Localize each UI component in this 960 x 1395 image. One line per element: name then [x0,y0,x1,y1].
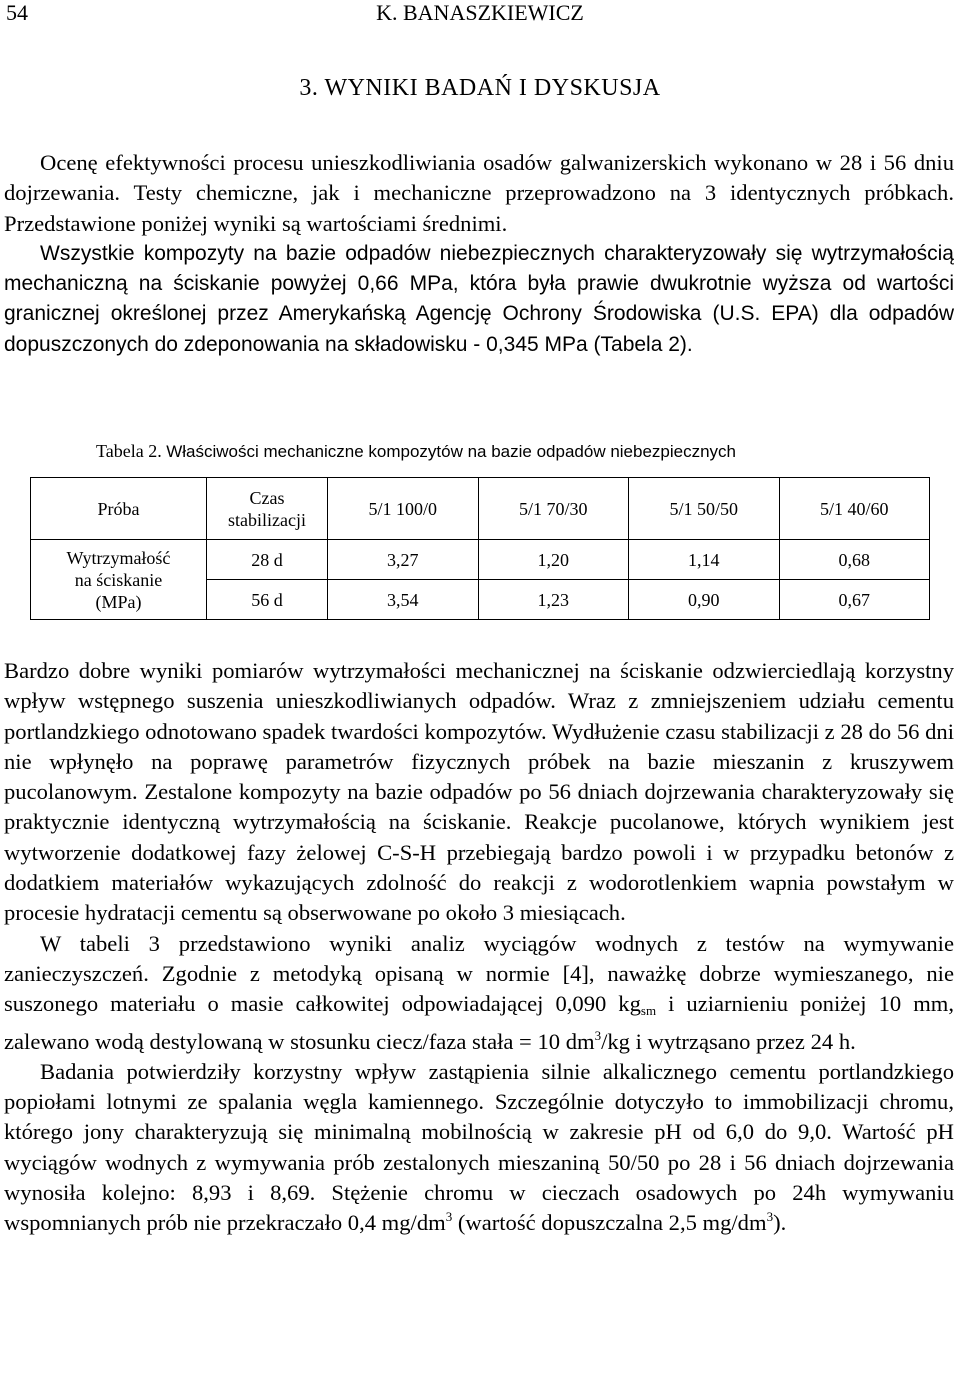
row-label-line3: (MPa) [95,591,142,612]
table-cell: 3,54 [328,580,479,620]
subscript-sm: sm [640,1003,657,1019]
row-time-28d: 28 d [207,540,328,580]
table-caption [96,439,736,464]
paragraph-results-discussion: Bardzo dobre wyniki pomiarów wytrzymałości mechanicznej na ściskanie odzwierciedlają korzystny wpływ wstępnego suszenia unieszkodliwianych odpadów. Wraz z zmniejszeniem udziału cementu portlandzkiego odnotowano spadek twardości kompozytów. Wydłużenie czasu stabilizacji z 28 do 56 dni nie wpłynęło na poprawę parametrów fizycznych próbek na bazie mieszanin z kruszywem pucolanowym. Zestalone kompozyty na bazie odpadów po 56 dniach dojrzewania charakteryzowały się praktycznie identyczną wytrzymałością na ściskanie. Reakcje pucolanowe, których wynikiem jest wytworzenie dodatkowej fazy żelowej C-S-H przebiegają bardzo powoli i w przypadku betonów z dodatkiem materiałów wykazujących zdolność do reakcji z wodorotlenkiem wapnia powstałym w procesie hydratacji cementu są obserwowane po około 3 miesiącach. [4,658,954,926]
table-cell: 0,67 [779,580,930,620]
section-title: 3. WYNIKI BADAŃ I DYSKUSJA [299,75,661,101]
chromium-text-c: ). [773,1210,787,1236]
page-number: 54 [6,0,28,25]
table-row [31,540,930,580]
table-cell: 1,23 [478,580,629,620]
table-cell: 0,90 [629,580,780,620]
header-col-2: 5/1 70/30 [478,478,629,540]
header-col-3: 5/1 50/50 [629,478,780,540]
row-time-56d: 56 d [207,580,328,620]
row-label-line1: Wytrzymałość [66,547,171,568]
paragraph-composites: Wszystkie kompozyty na bazie odpadów niebezpiecznych charakteryzowały się wytrzymałością mechaniczną na ściskanie powyżej 0,66 MPa, która była prawie dwukrotnie wyższa od wartości granicznej określonej przez Amerykańską Agencję Ochrony Środowiska (U.S. EPA) dla odpadów dopuszczonych do zdeponowania na składowisku - 0,345 MPa (Tabela 2). [4,241,954,356]
table-caption-text: Właściwości mechaniczne kompozytów na bazie odpadów niebezpiecznych [166,442,737,461]
chromium-text-a: Badania potwierdziły korzystny wpływ zastąpienia silnie alkalicznego cementu portlandzkiego popiołami lotnymi ze spalania węgla kamiennego. Szczególnie dotyczyło to immobilizacji chromu, którego jony charakteryzują się minimalną mobilnością w zakresie pH od 6,0 do 9,0. Wartość pH wyciągów wodnych z wymywania prób zestalonych mieszaniną 50/50 po 28 i 56 dniach dojrzewania wynosiła kolejno: 8,93 i 8,69. Stężenie chromu w cieczach osadowych po 24h wymywaniu wspomnianych prób nie przekraczało 0,4 mg/dm [4,1058,954,1236]
row-label-strength [31,540,207,620]
mechanical-properties-table [30,477,930,620]
header-col-1: 5/1 100/0 [328,478,479,540]
leaching-text-b: i uziarnieniu poniżej 10 mm, zalewano wodą destylowaną w stosunku ciecz/faza stała = 10 dm [4,991,954,1054]
running-header-author: K. BANASZKIEWICZ [376,0,584,25]
table-cell: 0,68 [779,540,930,580]
paragraph-leaching-method [4,929,954,1057]
header-czas-line1: Czas [249,487,285,508]
header-czas [207,478,328,540]
leaching-text-a: W tabeli 3 przedstawiono wyniki analiz wyciągów wodnych z testów na wymywanie zanieczyszczeń. Zgodnie z metodyką opisaną w normie [4], naważkę dobrze wymieszanego, nie suszonego materiału o masie całkowitej odpowiadającej 0,090 kg [4,930,954,1017]
table-cell: 1,20 [478,540,629,580]
table-header-row [31,478,930,540]
superscript-3b: 3 [766,1209,774,1225]
table-caption-label: Tabela 2. [96,441,162,461]
chromium-text-b: (wartość dopuszczalna 2,5 mg/dm [452,1210,767,1236]
superscript-3: 3 [594,1027,602,1043]
header-col-4: 5/1 40/60 [779,478,930,540]
header-proba: Próba [31,478,207,540]
body-text-discussion [4,656,954,1239]
superscript-3a: 3 [445,1209,453,1225]
leaching-text-c: /kg i wytrząsano przez 24 h. [601,1028,856,1054]
header-czas-line2: stabilizacji [228,509,306,530]
table-cell: 3,27 [328,540,479,580]
paragraph-chromium [4,1057,954,1239]
row-label-line2: na ściskanie [74,569,163,590]
table-cell: 1,14 [629,540,780,580]
body-text-intro [4,148,954,360]
paragraph-evaluation: Ocenę efektywności procesu unieszkodliwiania osadów galwanizerskich wykonano w 28 i 56 dniu dojrzewania. Testy chemiczne, jak i mechaniczne przeprowadzono na 3 identycznych próbkach. Przedstawione poniżej wyniki są wartościami średnimi. [4,150,954,236]
